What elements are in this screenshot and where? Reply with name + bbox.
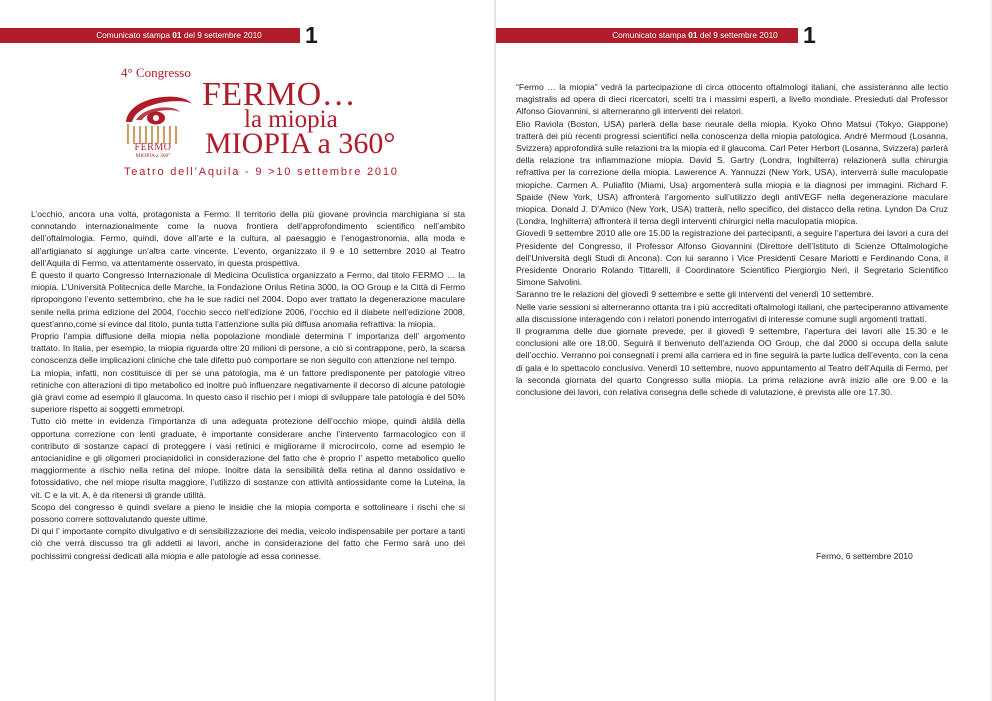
header-number: 01 xyxy=(172,30,182,40)
paragraph: Nelle varie sessioni si alterneranno ottanta tra i più accreditati oftalmologi italiani, che parteciperanno attivamente alla discussione interagendo con i relatori ponendo interrogativi di interesse comune sugli argomenti trattati. xyxy=(516,301,948,324)
right-page xyxy=(496,0,990,701)
page-number: 1 xyxy=(305,22,318,48)
paragraph: Saranno tre le relazioni del giovedì 9 settembre e sette gli interventi del venerdì 10 settembre. xyxy=(516,289,874,300)
paragraph: Elio Raviola (Boston, USA) parlerà della base neurale della miopia. Kyoko Ohno Matsui (Tokyo, Giappone) tratterà dei più recenti progressi scientifici nella conoscenza della miopia patologica. André Mermoud (Losanna, Svizzera) approfondirà sulle relazioni tra la miopia ed il glaucoma. Carl Peter Herbort (Losanna, Svizzera) parlerà della relazione tra infiammazione miopia. David S. Gartry (Londra, Inghilterra) relazionerà sulla chirurgia refrattiva per la correzione della miopia. Lawerence A. Yannuzzi (New York, USA), interverrà sulle maculopatie miopiche. Carmen A. Puliafito (Miami, Usa) argomenterà sulla miopia e la diagnosi per immagini. Richard F. Spaide (New York, USA) affronterà l’argomento sull’utilizzo degli antiVEGF nella degenerazione maculare miopica. Donald J. D’Amico (New York, USA) tratterà, nello specifico, del distacco della retina. Lyndon Da Cruz (Londra, Inghilterra) affronterà il tema degli interventi chirurgici nella maculopatia miopica. xyxy=(516,118,948,227)
header-date: del 9 settembre 2010 xyxy=(183,30,262,40)
emblem-subtitle: MIOPIA a 360° xyxy=(135,153,171,159)
paragraph: È questo il quarto Congresso Internazionale di Medicina Oculistica organizzato a Fermo, dal titolo FERMO … la miopia. L’Università Politecnica delle Marche, la Fondazione Onlus Retina 3000, la OO Group e la Città di Fermo ripropongono l’evento settembrino, che ha le sue radici nel 2004. Dopo aver trattato la degenerazione maculare senile nella prima edizione del 2004, l’occhio secco nell’edizione 2006, l’occhio ed il diabete nell’edizione 2008, quest’anno,come si evince dal titolo, punta tutta l’attenzione sulla più diffusa anomalia refrattiva: la miopia. xyxy=(31,270,465,329)
header-label: Comunicato stampa xyxy=(96,30,170,40)
emblem-word: FERMO xyxy=(134,142,172,153)
page-number: 1 xyxy=(803,22,816,48)
venue-dates: Teatro dell’Aquila - 9 >10 settembre 2010 xyxy=(124,166,399,178)
press-release-header xyxy=(496,28,798,43)
paragraph: Tutto ciò mette in evidenza l’importanza di una adeguata protezione dell’occhio miope, quindi aldilà della opportuna correzione con lenti graduate, è importante considerare anche l’intervento farmacologico con il contributo di sostanze capaci di proteggere i vasi retinici e migliorarne il microcircolo, come ad esempio le antocianidine e gli oligomeri procianidolici in considerazione del fatto che è proprio l’ aspetto metabolico quello maggiormente a rischio nella retina del miope. Inoltre data la sensibilità della retina al danno ossidativo e fotossidativo, che nel miope risulta maggiore, l’utilizzo di sostanze con attività antiossidante come la Luteina, la vit. C e la vit. A, è da ritenersi di grande utilità. xyxy=(31,416,465,500)
paragraph: La miopia, infatti, non costituisce di per se una patologia, ma è un fattore predisponente per patologie vitreo retiniche con alterazioni di tipo metabolico ed inoltre può influenzare negativamente il decorso di alcune patologie già gravi come ad esempio il glaucoma. In questo caso il rischio per i miopi di sviluppare tale patologia è del 50% superiore rispetto ai soggetti emmetropi. xyxy=(31,367,465,415)
paragraph: Giovedì 9 settembre 2010 alle ore 15.00 la registrazione dei partecipanti, a seguire l’apertura dei lavori a cura del Presidente del Congresso, il Professor Alfonso Giovannini (Direttore dell’Istituto di Scienze Oftalmologiche dell’Università degli Studi di Ancona). Con lui saranno i Vice Presidenti Cesare Mariotti e Ferdinando Cona, il Presidente Onorario Rolando Tittarelli, il Coordinatore Scientifico Piergiorgio Neri, il Segretario Scientifico Simone Salvolini. xyxy=(516,228,948,288)
left-article-body xyxy=(31,208,465,562)
congress-title: 4° Congresso xyxy=(121,65,191,80)
paragraph: “Fermo … la miopia” vedrà la partecipazione di circa ottocento oftalmologi italiani, che assisteranno alle lectio magistralis ad opera di dieci ricercatori, scelti tra i massimi esperti, a livello mondiale. Presieduti dal Professor Alfonso Giovannini, si alterneranno gli interventi dei relatori. xyxy=(516,82,948,117)
left-page xyxy=(0,0,494,701)
header-number: 01 xyxy=(688,30,698,40)
press-release-header xyxy=(0,28,300,43)
paragraph: Di qui l’ importante compito divulgativo e di sensibilizzazione dei media, veicolo indispensabile per portare a tanti ciò che verrà discusso tra gli addetti ai lavori, anche in considerazione del fatto che Fermo sarà uno dei pochissimi congressi dedicati alla miopia e alle patologie ad essa connesse. xyxy=(31,526,465,561)
paragraph: L’occhio, ancora una volta, protagonista a Fermo. Il territorio della più giovane provincia marchigiana si sta connotando internazionalmente come la nuova frontiera dell’approfondimento scientifico nell’ambito dell’oftalmologia. Fermo, quindi, dove all’arte e la cultura, al paesaggio e l’enogastronomia, alla moda e all’artigianato si aggiunge un’altra carte vincente. L’evento, organizzato il 9 e 10 settembre 2010 al Teatro dell’Aquila di Fermo, va attentamente osservato, in questa prospettiva. xyxy=(31,209,465,268)
logo-title-line-2: la miopia xyxy=(244,106,338,133)
logo-title-line-3: MIOPIA a 360° xyxy=(205,127,396,160)
header-label: Comunicato stampa xyxy=(612,30,686,40)
paragraph: Scopo del congresso è quindi svelare a pieno le insidie che la miopia comporta e sottolineare i rischi che si possono correre sottovalutando queste ultime. xyxy=(31,501,465,525)
right-article-body xyxy=(516,81,948,398)
signature-date: Fermo, 6 settembre 2010 xyxy=(816,551,913,561)
paragraph: Il programma delle due giornate prevede, per il giovedì 9 settembre, l’apertura dei lavori alle 15.30 e le conclusioni alle ore 18.00. Seguirà il benvenuto dell’azienda OO Group, che dal 2000 si occupa della salute dell’occhio. Verranno poi consegnati i premi alla carriera ed in fine seguirà la parte ludica dell’evento, con la cena di gala e lo spettacolo conclusivo. Venerdì 10 settembre, nuovo appuntamento al Teatro dell’Aquila di Fermo, per la seconda giornata del quarto Congresso sulla miopia. La prima relazione avrà inizio alle ore 9.00 e la conclusione dei lavori, con relativa consegna delle schede di valutazione, è prevista alle ore 17.30. xyxy=(516,326,948,398)
header-date: del 9 settembre 2010 xyxy=(699,30,778,40)
logo-title-line-1: FERMO… xyxy=(202,76,357,113)
paragraph: Proprio l’ampia diffusione della miopia nella popolazione mondiale determina l’ importanza dell’ argomento trattato. In Italia, per esempio, la miopia riguarda oltre 20 milioni di persone, a ciò si contrappone, però, la scarsa conoscenza delle implicazioni cliniche che tale difetto può comportare se non seguito con attenzione nel tempo. xyxy=(31,331,465,366)
